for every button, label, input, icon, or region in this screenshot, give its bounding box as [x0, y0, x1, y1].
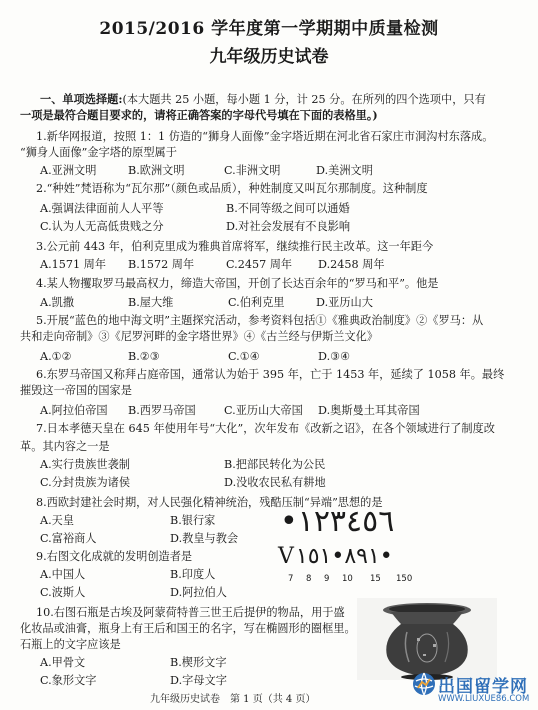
q2-option-c: C.认为人无高低贵贱之分	[40, 220, 164, 233]
question-5-stem: 5.开展“蓝色的地中海文明”主题探究活动，参考资料包括①《雅典政治制度》②《罗马：从	[36, 314, 484, 327]
section-heading: 一、单项选择题:(本大题共 25 小题，每小题 1 分，计 25 分。在所列的四个选项中，只有	[40, 92, 486, 106]
q2-option-d: D.对社会发展有不良影响	[226, 220, 351, 233]
q7-option-c: C.分封贵族为诸侯	[40, 476, 131, 489]
question-9-stem: 9.右图文化成就的发明创造者是	[36, 550, 193, 563]
q3-option-d: D.2458 周年	[318, 258, 385, 271]
q4-option-d: D.亚历山大	[316, 296, 373, 309]
section-instruction: 一项是最符合题目要求的，请将正确答案的字母代号填在下面的表格里。)	[20, 108, 378, 122]
q8-option-c: C.富裕商人	[40, 532, 97, 545]
numerals-caption: 15	[370, 574, 381, 584]
q9-option-c: C.波斯人	[40, 586, 86, 599]
question-10-stem-cont: 化妆品或油膏，瓶身上有王后和国王的名字，写在椭圆形的圈框里。	[20, 622, 356, 635]
exam-subtitle: 九年级历史试卷	[209, 47, 329, 67]
q7-option-b: B.把部民转化为公民	[224, 458, 326, 471]
q6-option-c: C.亚历山大帝国	[224, 404, 303, 417]
question-3-stem: 3.公元前 443 年，伯利克里成为雅典首席将军，继续推行民主改革。这一年距今	[36, 240, 434, 253]
q4-option-c: C.伯利克里	[228, 296, 285, 309]
numerals-bottom-row: V٨٩١•١٥١•	[278, 544, 393, 569]
q4-option-b: B.屋大维	[128, 296, 174, 309]
question-1-stem: 1.新华网报道，按照 1：1 仿造的“狮身人面像”金字塔近期在河北省石家庄市洞沟村东落成。	[36, 130, 494, 143]
question-2-stem: 2.“种姓”梵语称为“瓦尔那”（颜色或品质），种姓制度又叫瓦尔那制度。这种制度	[36, 182, 428, 195]
q5-option-c: C.①④	[228, 350, 260, 363]
q10-option-a: A.甲骨文	[40, 656, 86, 669]
q6-option-b: B.西罗马帝国	[128, 404, 196, 417]
question-7-stem: 7.日本孝德天皇在 645 年使用年号“大化”，次年发布《改新之诏》，在各个领域进行了制度改	[36, 422, 495, 435]
question-10-stem-cont2: 石瓶上的文字应该是	[20, 638, 121, 651]
q6-option-a: A.阿拉伯帝国	[40, 404, 108, 417]
question-1-stem-cont: “狮身人面像”金字塔的原型属于	[20, 146, 177, 159]
stone-vase-photo	[357, 598, 497, 680]
q10-option-d: D.字母文字	[170, 674, 227, 687]
numerals-caption: 10	[342, 574, 353, 584]
question-7-stem-cont: 革。其内容之一是	[20, 440, 110, 453]
q5-option-a: A.①②	[40, 350, 72, 363]
question-6-stem: 6.东罗马帝国又称拜占庭帝国，通常认为始于 395 年，亡于 1453 年，延续了 1058 年。最终	[36, 368, 505, 381]
q2-option-b: B.不同等级之间可以通婚	[226, 202, 350, 215]
q1-option-b: B.欧洲文明	[128, 164, 185, 177]
numerals-caption: 8	[306, 574, 312, 584]
q1-option-c: C.非洲文明	[224, 164, 281, 177]
page-footer: 九年级历史试卷 第 1 页（共 4 页）	[150, 694, 316, 705]
numerals-top-row: •١٢٣٤٥٦	[280, 504, 395, 539]
question-10-stem: 10.右图石瓶是古埃及阿蒙荷特普三世王后提伊的物品，用于盛	[36, 606, 345, 619]
q3-option-a: A.1571 周年	[40, 258, 107, 271]
watermark-text: 出国留学网	[438, 677, 528, 697]
q6-option-d: D.奥斯曼土耳其帝国	[318, 404, 420, 417]
numerals-caption: 9	[324, 574, 330, 584]
q1-option-d: D.美洲文明	[316, 164, 373, 177]
globe-logo-icon	[412, 672, 436, 696]
arabic-numerals-figure	[278, 498, 430, 590]
site-watermark	[412, 672, 538, 710]
question-6-stem-cont: 摧毁这一帝国的国家是	[20, 384, 132, 397]
q5-option-d: D.③④	[318, 350, 351, 363]
q8-option-b: B.银行家	[170, 514, 216, 527]
q1-option-a: A.亚洲文明	[40, 164, 97, 177]
q3-option-b: B.1572 周年	[128, 258, 195, 271]
question-5-stem-cont: 共和走向帝制》③《尼罗河畔的金字塔世界》④《古兰经与伊斯兰文化》	[20, 330, 379, 343]
q9-option-d: D.阿拉伯人	[170, 586, 227, 599]
question-4-stem: 4.某人物攫取罗马最高权力，缔造大帝国，开创了长达百余年的“罗马和平”。他是	[36, 277, 439, 290]
question-8-stem: 8.西欧封建社会时期，对人民强化精神统治，残酷压制“异端”思想的是	[36, 496, 383, 509]
q7-option-d: D.没收农民私有耕地	[224, 476, 326, 489]
q8-option-d: D.教皇与教会	[170, 532, 239, 545]
watermark-url: WWW.LIUXUE86.COM	[438, 694, 530, 704]
numerals-caption: 150	[396, 574, 413, 584]
q8-option-a: A.天皇	[40, 514, 75, 527]
q5-option-b: B.②③	[128, 350, 160, 363]
q2-option-a: A.强调法律面前人人平等	[40, 202, 164, 215]
q9-option-b: B.印度人	[170, 568, 216, 581]
q9-option-a: A.中国人	[40, 568, 86, 581]
q7-option-a: A.实行贵族世袭制	[40, 458, 130, 471]
numerals-caption: 7	[288, 574, 294, 584]
q10-option-c: C.象形文字	[40, 674, 97, 687]
q4-option-a: A.凯撒	[40, 296, 75, 309]
exam-title: 2015/2016 学年度第一学期期中质量检测	[99, 19, 439, 39]
q3-option-c: C.2457 周年	[226, 258, 293, 271]
q10-option-b: B.楔形文字	[170, 656, 227, 669]
